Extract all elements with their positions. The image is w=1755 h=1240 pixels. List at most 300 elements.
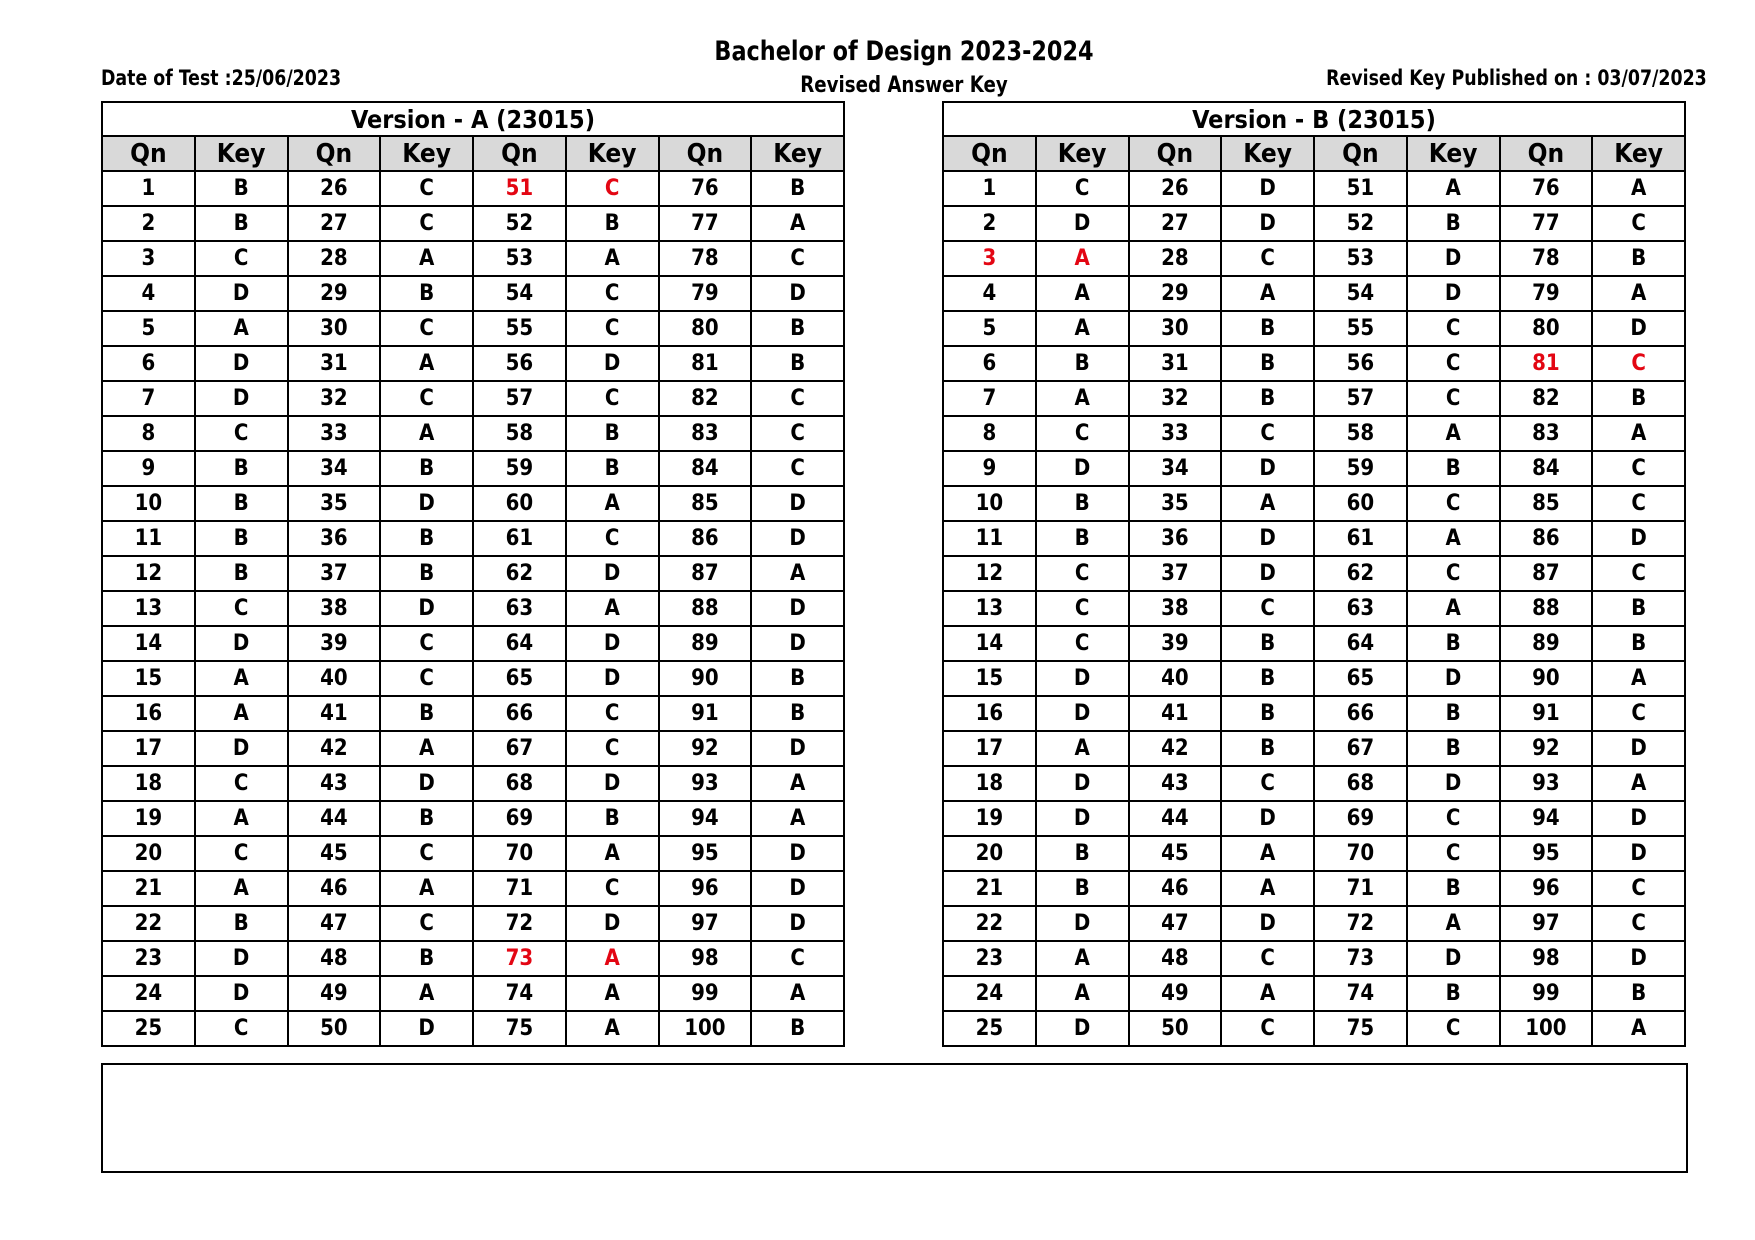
question-number: 35 <box>1129 486 1222 521</box>
question-number: 40 <box>288 661 381 696</box>
question-number: 32 <box>288 381 381 416</box>
answer-key: C <box>566 311 659 346</box>
answer-key: C <box>380 661 473 696</box>
question-number: 45 <box>1129 836 1222 871</box>
answer-key: B <box>1407 626 1500 661</box>
question-number: 77 <box>1500 206 1593 241</box>
question-number: 1 <box>102 171 195 206</box>
answer-key: C <box>751 381 844 416</box>
question-number: 31 <box>1129 346 1222 381</box>
answer-key: A <box>380 871 473 906</box>
question-number: 41 <box>1129 696 1222 731</box>
question-number: 42 <box>288 731 381 766</box>
question-number: 95 <box>659 836 752 871</box>
question-number: 13 <box>943 591 1036 626</box>
column-header-qn: Qn <box>473 136 566 171</box>
answer-key: C <box>1221 1011 1314 1046</box>
table-row <box>102 451 844 486</box>
question-number: 72 <box>473 906 566 941</box>
answer-key: A <box>566 1011 659 1046</box>
question-number: 86 <box>1500 521 1593 556</box>
answer-key: C <box>1407 556 1500 591</box>
question-number: 59 <box>1314 451 1407 486</box>
question-number: 68 <box>473 766 566 801</box>
answer-key: C <box>1592 206 1685 241</box>
question-number: 39 <box>288 626 381 661</box>
answer-key: A <box>566 941 659 976</box>
question-number: 99 <box>1500 976 1593 1011</box>
table-row <box>102 731 844 766</box>
question-number: 9 <box>102 451 195 486</box>
question-number: 48 <box>288 941 381 976</box>
question-number: 19 <box>102 801 195 836</box>
answer-key-table-version-b <box>942 101 1686 1047</box>
question-number: 69 <box>473 801 566 836</box>
question-number: 22 <box>102 906 195 941</box>
answer-key: B <box>1592 381 1685 416</box>
answer-key: B <box>751 696 844 731</box>
question-number: 21 <box>943 871 1036 906</box>
column-header-qn: Qn <box>1314 136 1407 171</box>
question-number: 67 <box>1314 731 1407 766</box>
question-number: 16 <box>943 696 1036 731</box>
answer-key: B <box>195 906 288 941</box>
table-row <box>943 241 1685 276</box>
question-number: 64 <box>1314 626 1407 661</box>
question-number: 27 <box>1129 206 1222 241</box>
question-number: 10 <box>943 486 1036 521</box>
answer-key: D <box>751 591 844 626</box>
answer-key: D <box>751 731 844 766</box>
question-number: 74 <box>473 976 566 1011</box>
question-number: 89 <box>659 626 752 661</box>
question-number: 30 <box>1129 311 1222 346</box>
question-number: 14 <box>102 626 195 661</box>
question-number: 61 <box>1314 521 1407 556</box>
question-number: 84 <box>659 451 752 486</box>
answer-key: D <box>1036 766 1129 801</box>
answer-key: C <box>1407 381 1500 416</box>
answer-key: B <box>195 521 288 556</box>
answer-key: A <box>751 556 844 591</box>
answer-key: A <box>1407 171 1500 206</box>
answer-key: A <box>195 311 288 346</box>
question-number: 42 <box>1129 731 1222 766</box>
question-number: 93 <box>659 766 752 801</box>
question-number: 38 <box>1129 591 1222 626</box>
answer-key: B <box>751 311 844 346</box>
table-row <box>102 976 844 1011</box>
answer-key: A <box>1592 416 1685 451</box>
question-number: 100 <box>1500 1011 1593 1046</box>
table-row <box>102 801 844 836</box>
answer-key: D <box>566 346 659 381</box>
answer-key: D <box>1221 206 1314 241</box>
answer-key: C <box>566 731 659 766</box>
column-header-qn: Qn <box>288 136 381 171</box>
answer-key: D <box>1036 206 1129 241</box>
answer-key: B <box>1407 696 1500 731</box>
table-row <box>102 626 844 661</box>
question-number: 98 <box>659 941 752 976</box>
version-title: Version - B (23015) <box>943 102 1685 136</box>
answer-key: C <box>195 416 288 451</box>
question-number: 65 <box>1314 661 1407 696</box>
answer-key: C <box>1407 346 1500 381</box>
answer-key: A <box>1407 906 1500 941</box>
table-row <box>943 381 1685 416</box>
table-row <box>943 766 1685 801</box>
question-number: 91 <box>659 696 752 731</box>
answer-key: A <box>566 591 659 626</box>
answer-key: D <box>380 486 473 521</box>
question-number: 25 <box>102 1011 195 1046</box>
question-number: 69 <box>1314 801 1407 836</box>
answer-key: D <box>195 381 288 416</box>
question-number: 8 <box>102 416 195 451</box>
answer-key: C <box>566 871 659 906</box>
answer-key: A <box>1221 976 1314 1011</box>
table-row <box>102 591 844 626</box>
question-number: 46 <box>1129 871 1222 906</box>
question-number: 70 <box>473 836 566 871</box>
question-number: 24 <box>943 976 1036 1011</box>
answer-key: A <box>1407 416 1500 451</box>
answer-key: C <box>566 696 659 731</box>
answer-key: C <box>566 521 659 556</box>
question-number: 17 <box>102 731 195 766</box>
question-number: 56 <box>473 346 566 381</box>
answer-key: D <box>1407 241 1500 276</box>
answer-key: C <box>1221 941 1314 976</box>
answer-key: C <box>1221 766 1314 801</box>
answer-key: D <box>1592 836 1685 871</box>
question-number: 43 <box>1129 766 1222 801</box>
question-number: 18 <box>943 766 1036 801</box>
answer-key: D <box>1592 311 1685 346</box>
answer-key: C <box>1592 486 1685 521</box>
answer-key: B <box>1221 696 1314 731</box>
question-number: 52 <box>1314 206 1407 241</box>
question-number: 78 <box>659 241 752 276</box>
answer-key: D <box>751 486 844 521</box>
answer-key: A <box>566 241 659 276</box>
answer-key: B <box>1407 206 1500 241</box>
column-header-key: Key <box>1221 136 1314 171</box>
answer-key: B <box>1592 591 1685 626</box>
question-number: 49 <box>1129 976 1222 1011</box>
answer-key: C <box>1036 626 1129 661</box>
answer-key: C <box>1592 556 1685 591</box>
answer-key: B <box>380 941 473 976</box>
answer-key: B <box>380 696 473 731</box>
question-number: 73 <box>1314 941 1407 976</box>
date-of-test: Date of Test :25/06/2023 <box>101 66 342 90</box>
table-row <box>102 276 844 311</box>
table-row <box>943 276 1685 311</box>
answer-key: C <box>195 241 288 276</box>
answer-key: A <box>1592 171 1685 206</box>
remarks-box <box>101 1063 1688 1173</box>
question-number: 87 <box>659 556 752 591</box>
answer-key: B <box>751 661 844 696</box>
answer-key: D <box>1221 906 1314 941</box>
answer-key: A <box>1036 241 1129 276</box>
answer-key: C <box>1592 871 1685 906</box>
answer-key: C <box>1407 486 1500 521</box>
question-number: 76 <box>1500 171 1593 206</box>
answer-key: A <box>1592 661 1685 696</box>
table-row <box>943 836 1685 871</box>
question-number: 3 <box>943 241 1036 276</box>
answer-key: A <box>1407 591 1500 626</box>
question-number: 24 <box>102 976 195 1011</box>
column-header-key: Key <box>1407 136 1500 171</box>
question-number: 94 <box>1500 801 1593 836</box>
question-number: 98 <box>1500 941 1593 976</box>
answer-key: B <box>1036 836 1129 871</box>
question-number: 77 <box>659 206 752 241</box>
question-number: 20 <box>102 836 195 871</box>
question-number: 28 <box>288 241 381 276</box>
question-number: 35 <box>288 486 381 521</box>
answer-key: B <box>380 276 473 311</box>
answer-key: B <box>1221 731 1314 766</box>
question-number: 89 <box>1500 626 1593 661</box>
answer-key: B <box>1036 871 1129 906</box>
answer-key: D <box>1407 766 1500 801</box>
answer-key: D <box>195 626 288 661</box>
column-header-key: Key <box>1592 136 1685 171</box>
question-number: 47 <box>288 906 381 941</box>
answer-key: A <box>1407 521 1500 556</box>
question-number: 36 <box>1129 521 1222 556</box>
question-number: 82 <box>1500 381 1593 416</box>
answer-key: B <box>1036 346 1129 381</box>
question-number: 7 <box>943 381 1036 416</box>
answer-key: A <box>566 976 659 1011</box>
question-number: 73 <box>473 941 566 976</box>
answer-key: C <box>1036 416 1129 451</box>
question-number: 83 <box>1500 416 1593 451</box>
answer-key: D <box>566 626 659 661</box>
answer-key: C <box>1592 696 1685 731</box>
question-number: 99 <box>659 976 752 1011</box>
answer-key: D <box>1592 941 1685 976</box>
question-number: 68 <box>1314 766 1407 801</box>
question-number: 57 <box>473 381 566 416</box>
question-number: 47 <box>1129 906 1222 941</box>
question-number: 16 <box>102 696 195 731</box>
question-number: 26 <box>1129 171 1222 206</box>
question-number: 96 <box>659 871 752 906</box>
answer-key: D <box>380 1011 473 1046</box>
answer-key: A <box>195 696 288 731</box>
answer-key: D <box>1221 451 1314 486</box>
table-row <box>102 241 844 276</box>
published-date: Revised Key Published on : 03/07/2023 <box>1326 66 1707 90</box>
question-number: 14 <box>943 626 1036 661</box>
answer-key: D <box>751 276 844 311</box>
question-number: 67 <box>473 731 566 766</box>
question-number: 8 <box>943 416 1036 451</box>
answer-key: D <box>195 276 288 311</box>
question-number: 53 <box>473 241 566 276</box>
answer-key: C <box>751 451 844 486</box>
question-number: 12 <box>943 556 1036 591</box>
answer-key: C <box>1407 1011 1500 1046</box>
table-row <box>102 171 844 206</box>
question-number: 10 <box>102 486 195 521</box>
question-number: 78 <box>1500 241 1593 276</box>
question-number: 3 <box>102 241 195 276</box>
question-number: 70 <box>1314 836 1407 871</box>
answer-key: B <box>1407 731 1500 766</box>
answer-key: B <box>1407 871 1500 906</box>
table-row <box>102 486 844 521</box>
question-number: 87 <box>1500 556 1593 591</box>
table-row <box>102 661 844 696</box>
answer-key: A <box>1036 381 1129 416</box>
column-header-qn: Qn <box>659 136 752 171</box>
answer-key: D <box>1221 801 1314 836</box>
answer-key: B <box>1407 976 1500 1011</box>
table-row <box>943 206 1685 241</box>
table-row <box>943 591 1685 626</box>
question-number: 71 <box>473 871 566 906</box>
question-number: 76 <box>659 171 752 206</box>
table-row <box>102 1011 844 1046</box>
answer-key: D <box>566 661 659 696</box>
answer-key: D <box>1592 801 1685 836</box>
answer-key: D <box>1407 661 1500 696</box>
answer-key: B <box>1221 346 1314 381</box>
table-row <box>102 871 844 906</box>
table-row <box>943 416 1685 451</box>
table-row <box>943 801 1685 836</box>
table-row <box>102 311 844 346</box>
table-row <box>102 696 844 731</box>
table-row <box>102 416 844 451</box>
answer-key: D <box>751 906 844 941</box>
answer-key: D <box>380 766 473 801</box>
answer-key: D <box>195 976 288 1011</box>
question-number: 29 <box>288 276 381 311</box>
table-row <box>102 346 844 381</box>
question-number: 75 <box>1314 1011 1407 1046</box>
question-number: 39 <box>1129 626 1222 661</box>
column-header-key: Key <box>380 136 473 171</box>
question-number: 82 <box>659 381 752 416</box>
question-number: 41 <box>288 696 381 731</box>
answer-key: C <box>195 1011 288 1046</box>
question-number: 93 <box>1500 766 1593 801</box>
answer-key: C <box>380 171 473 206</box>
answer-key: A <box>1036 311 1129 346</box>
answer-key: A <box>195 661 288 696</box>
question-number: 27 <box>288 206 381 241</box>
answer-key: D <box>1036 906 1129 941</box>
column-header-key: Key <box>195 136 288 171</box>
question-number: 95 <box>1500 836 1593 871</box>
question-number: 72 <box>1314 906 1407 941</box>
page-subtitle: Revised Answer Key <box>800 73 1008 98</box>
answer-key: B <box>380 521 473 556</box>
question-number: 31 <box>288 346 381 381</box>
question-number: 62 <box>1314 556 1407 591</box>
column-header-key: Key <box>566 136 659 171</box>
answer-key: C <box>380 381 473 416</box>
answer-key: A <box>751 206 844 241</box>
answer-key: A <box>1592 766 1685 801</box>
column-header-qn: Qn <box>102 136 195 171</box>
question-number: 75 <box>473 1011 566 1046</box>
answer-key: A <box>195 801 288 836</box>
table-row <box>943 731 1685 766</box>
question-number: 7 <box>102 381 195 416</box>
question-number: 45 <box>288 836 381 871</box>
answer-key: B <box>566 416 659 451</box>
answer-key: A <box>1036 941 1129 976</box>
question-number: 30 <box>288 311 381 346</box>
answer-key: D <box>1036 451 1129 486</box>
question-number: 71 <box>1314 871 1407 906</box>
answer-key: A <box>380 241 473 276</box>
question-number: 6 <box>102 346 195 381</box>
answer-key: A <box>380 416 473 451</box>
question-number: 55 <box>473 311 566 346</box>
answer-key: A <box>380 346 473 381</box>
table-row <box>943 521 1685 556</box>
question-number: 57 <box>1314 381 1407 416</box>
answer-key: B <box>566 206 659 241</box>
table-row <box>943 556 1685 591</box>
answer-key: A <box>1221 486 1314 521</box>
answer-key: D <box>1407 941 1500 976</box>
answer-key: B <box>380 556 473 591</box>
question-number: 15 <box>943 661 1036 696</box>
question-number: 58 <box>1314 416 1407 451</box>
answer-key: D <box>751 521 844 556</box>
answer-key: B <box>1592 241 1685 276</box>
answer-key: B <box>380 801 473 836</box>
question-number: 2 <box>102 206 195 241</box>
question-number: 11 <box>943 521 1036 556</box>
question-number: 83 <box>659 416 752 451</box>
table-row <box>102 556 844 591</box>
question-number: 62 <box>473 556 566 591</box>
question-number: 29 <box>1129 276 1222 311</box>
question-number: 32 <box>1129 381 1222 416</box>
question-number: 34 <box>1129 451 1222 486</box>
question-number: 2 <box>943 206 1036 241</box>
answer-key: C <box>566 171 659 206</box>
table-row <box>943 941 1685 976</box>
answer-key: B <box>195 451 288 486</box>
question-number: 100 <box>659 1011 752 1046</box>
answer-key: D <box>1036 661 1129 696</box>
column-header-qn: Qn <box>1129 136 1222 171</box>
question-number: 20 <box>943 836 1036 871</box>
question-number: 66 <box>473 696 566 731</box>
answer-key: B <box>1592 626 1685 661</box>
question-number: 44 <box>1129 801 1222 836</box>
answer-key: C <box>195 766 288 801</box>
answer-key: B <box>566 451 659 486</box>
question-number: 97 <box>659 906 752 941</box>
question-number: 50 <box>288 1011 381 1046</box>
question-number: 22 <box>943 906 1036 941</box>
